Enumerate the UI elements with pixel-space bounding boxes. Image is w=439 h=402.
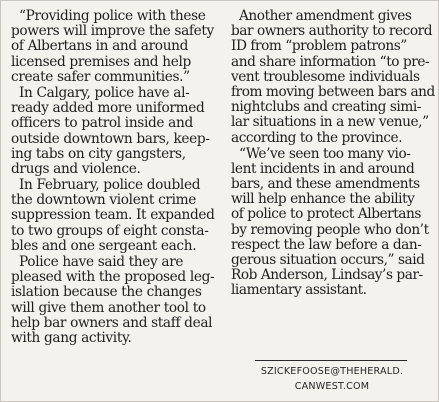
text-line: by removing people who don’t	[231, 221, 429, 238]
text-line: officers to patrol inside and	[11, 115, 193, 132]
text-line: ing tabs on city gangsters,	[11, 145, 186, 162]
text-line: lent incidents in and around	[231, 160, 415, 177]
byline-email-line-2: CANWEST.COM	[294, 381, 370, 392]
text-line: lar situations in a new venue,”	[231, 114, 429, 131]
text-line: will give them another tool to	[11, 299, 206, 316]
text-line: powers will improve the safety	[11, 23, 214, 40]
text-line: bar owners authority to record	[231, 23, 433, 40]
article-column-right	[231, 9, 433, 300]
text-line: suppression team. It expanded	[11, 207, 215, 224]
text-line: drugs and violence.	[11, 160, 141, 177]
text-line: licensed premises and help	[11, 53, 191, 70]
text-line: islation because the changes	[11, 284, 202, 301]
article-column-left	[11, 9, 217, 347]
text-line: vent troublesome individuals	[231, 68, 420, 85]
text-line: according to the province.	[231, 129, 403, 146]
text-line: liamentary assistant.	[231, 282, 367, 299]
text-line: and share information “to pre-	[231, 53, 430, 70]
text-line: “We’ve seen too many vio-	[239, 145, 411, 162]
text-line: the downtown violent crime	[11, 192, 196, 209]
text-line: bles and one sergeant each.	[11, 237, 197, 254]
text-line: In February, police doubled	[19, 177, 201, 194]
article-paragraph	[11, 255, 217, 346]
article-paragraph	[11, 178, 217, 254]
text-line: Police have said they are	[19, 254, 184, 270]
article-paragraph	[231, 9, 433, 146]
article-paragraph	[11, 9, 217, 85]
text-line: “Providing police with these	[19, 8, 206, 24]
text-line: help bar owners and staff deal	[11, 314, 213, 331]
text-line: respect the law before a dan-	[231, 236, 422, 253]
text-line: bars, and these amendments	[231, 176, 420, 193]
byline-email-line-1: SZICKEFOOSE@THEHERALD.	[260, 366, 404, 377]
text-line: will help enhance the ability	[231, 191, 415, 208]
text-line: from moving between bars and	[231, 83, 435, 100]
text-line: of police to protect Albertans	[231, 206, 421, 223]
text-line: to two groups of eight consta-	[11, 222, 209, 239]
text-line: ID from “problem patrons”	[231, 38, 407, 55]
text-line: Rob Anderson, Lindsay’s par-	[231, 267, 423, 284]
text-line: outside downtown bars, keep-	[11, 130, 210, 147]
text-line: create safer communities.”	[11, 68, 190, 85]
text-line: gerous situation occurs,” said	[231, 252, 425, 268]
text-line: Another amendment gives	[239, 8, 412, 24]
text-line: of Albertans in and around	[11, 38, 189, 55]
byline-divider	[255, 360, 407, 361]
article-paragraph	[11, 86, 217, 177]
text-line: nightclubs and creating simi-	[231, 99, 421, 116]
article-paragraph	[231, 147, 433, 299]
text-line: pleased with the proposed leg-	[11, 269, 215, 286]
text-line: ready added more uniformed	[11, 100, 205, 117]
text-line: In Calgary, police have al-	[19, 84, 190, 101]
text-line: with gang activity.	[11, 329, 132, 346]
